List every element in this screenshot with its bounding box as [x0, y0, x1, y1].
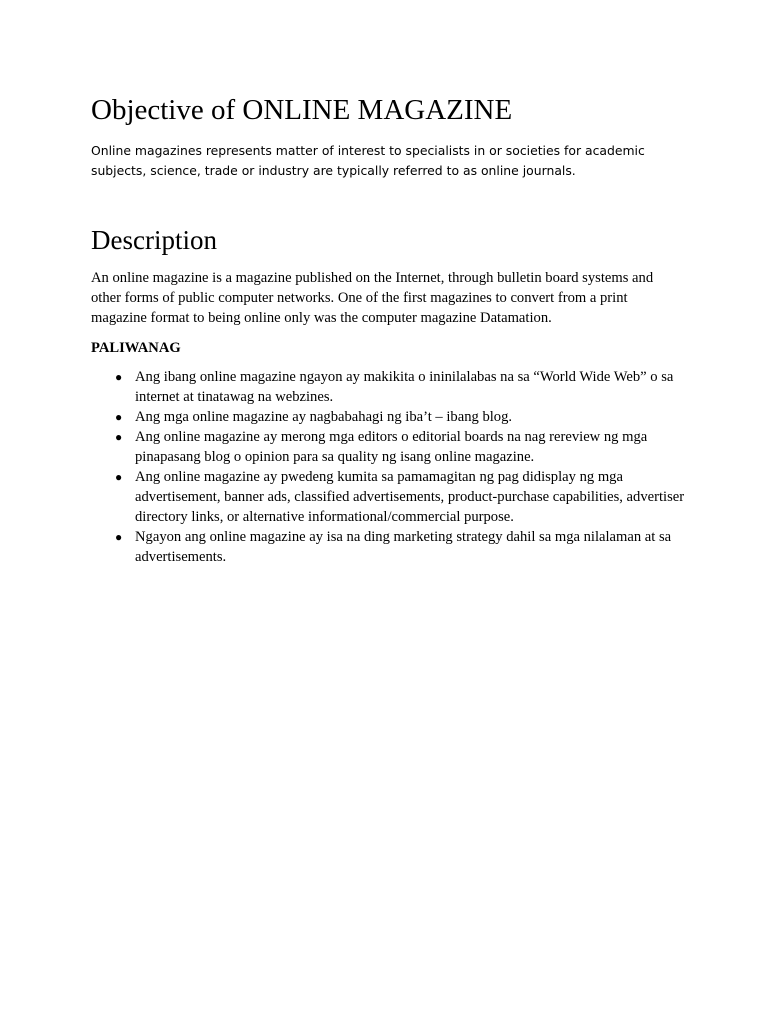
- bullet-icon: ●: [115, 530, 123, 544]
- list-item-text: Ang online magazine ay pwedeng kumita sa pamamagitan ng pag didisplay ng mga advertisement, banner ads, classified advertisements, product-purchase capabilities, advertiser directory links, or alternative informational/commercial purpose.: [135, 469, 685, 525]
- list-item-text: Ang ibang online magazine ngayon ay makikita o ininilalabas na sa “World Wide Web” o sa internet at tinatawag na webzines.: [135, 369, 674, 405]
- list-item-text: Ngayon ang online magazine ay isa na ding marketing strategy dahil sa mga nilalaman at sa advertisements.: [135, 529, 672, 565]
- list-item: [91, 367, 691, 407]
- list-item: [91, 407, 691, 427]
- list-item: [91, 427, 691, 467]
- paliwanag-heading: PALIWANAG: [91, 340, 181, 356]
- description-heading: Description: [91, 225, 217, 255]
- paliwanag-list: [91, 367, 691, 567]
- list-item: [91, 467, 691, 527]
- page-title: Objective of ONLINE MAGAZINE: [91, 94, 513, 126]
- intro-paragraph: Online magazines represents matter of interest to specialists in or societies for academic subjects, science, trade or industry are typically referred to as online journals.: [91, 143, 645, 178]
- list-item-text: Ang online magazine ay merong mga editors o editorial boards na nag rereview ng mga pinapasang blog o opinion para sa quality ng isang online magazine.: [135, 429, 648, 465]
- bullet-icon: ●: [115, 470, 123, 484]
- bullet-icon: ●: [115, 370, 123, 384]
- description-paragraph: An online magazine is a magazine published on the Internet, through bulletin board systems and other forms of public computer networks. One of the first magazines to convert from a print magazine format to being online only was the computer magazine Datamation.: [91, 270, 654, 326]
- list-item: [91, 527, 691, 567]
- bullet-icon: ●: [115, 430, 123, 444]
- list-item-text: Ang mga online magazine ay nagbabahagi ng iba’t – ibang blog.: [135, 409, 513, 425]
- bullet-icon: ●: [115, 410, 123, 424]
